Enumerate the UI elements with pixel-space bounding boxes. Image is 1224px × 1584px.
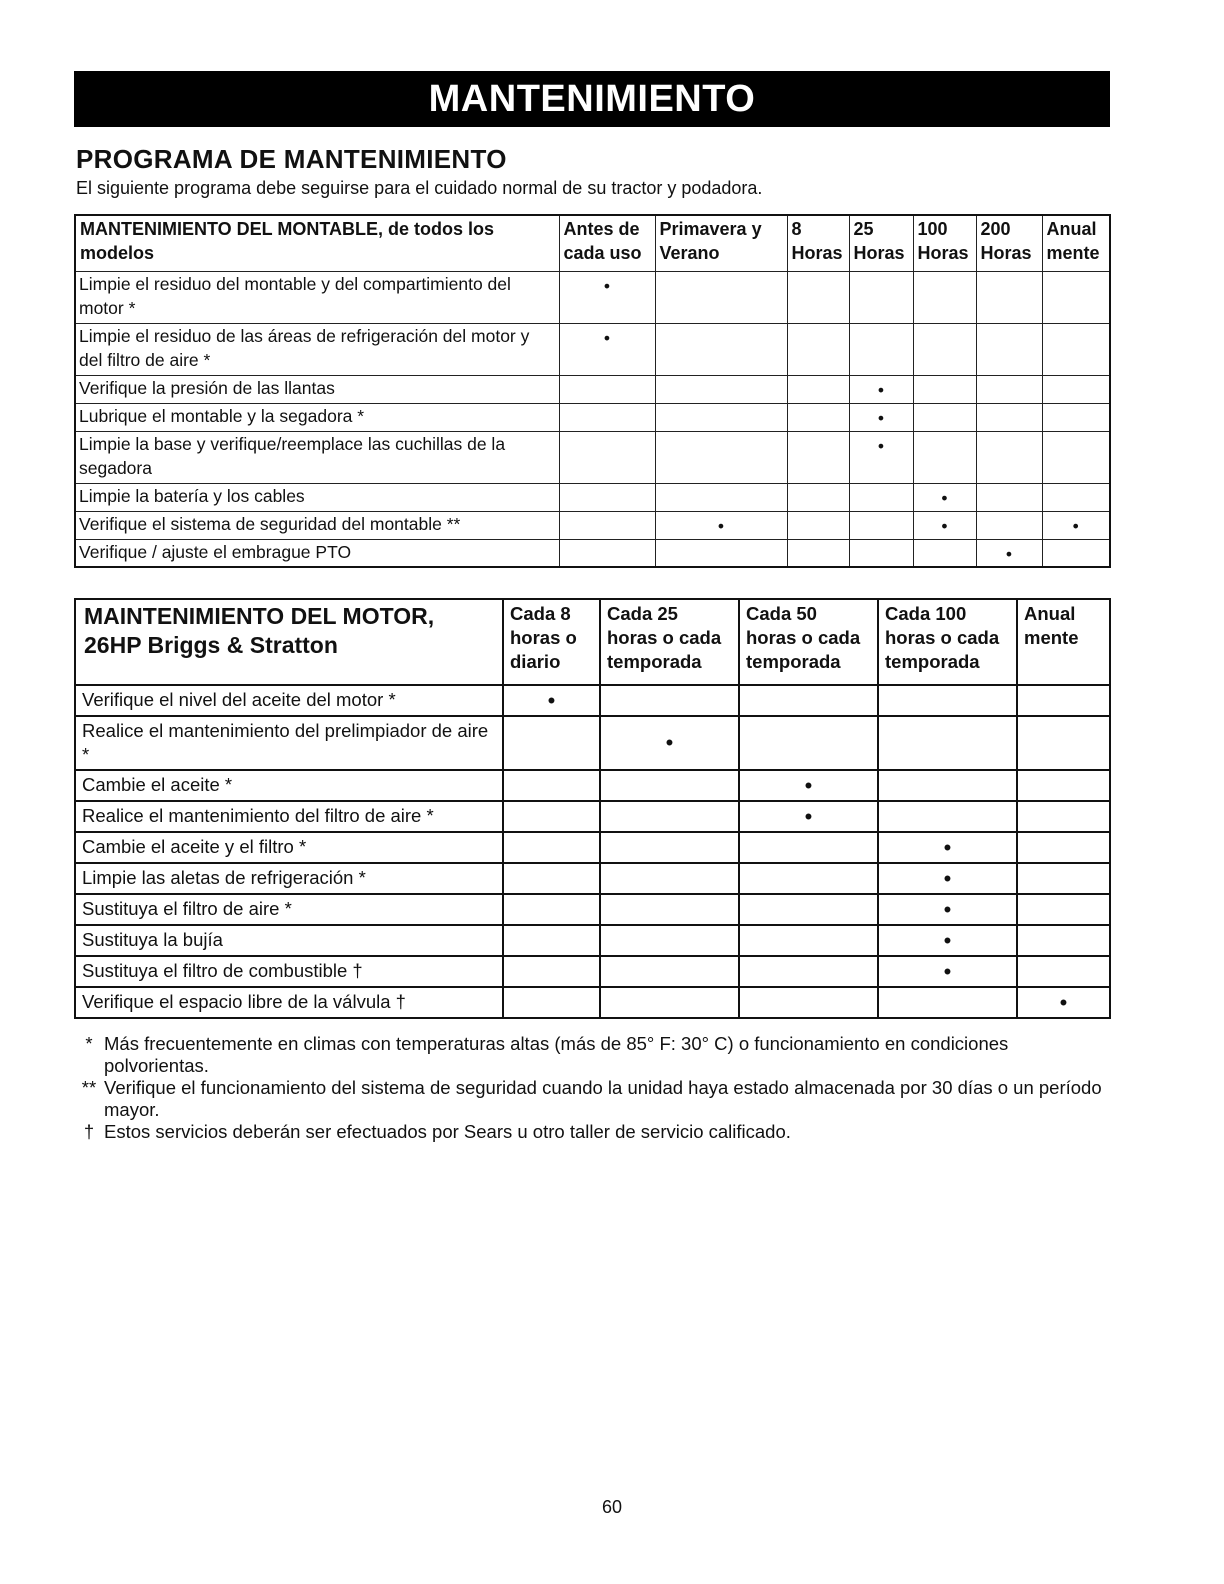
footnote-text: Más frecuentemente en climas con temperaturas altas (más de 85° F: 30° C) o funcionamiento en condiciones polvorientas. — [104, 1033, 1009, 1076]
mark-cell — [976, 431, 1042, 483]
footnote-text: Estos servicios deberán ser efectuados por Sears u otro taller de servicio calificado. — [104, 1121, 791, 1142]
table-row — [75, 483, 1110, 511]
column-header: 25 Horas — [849, 215, 913, 271]
mark-cell — [559, 431, 655, 483]
column-header: Cada 100 horas o cada temporada — [878, 599, 1017, 685]
column-header: 100 Horas — [913, 215, 976, 271]
mark-cell — [976, 483, 1042, 511]
column-header: Cada 8 horas o diario — [503, 599, 600, 685]
mark-cell — [1042, 403, 1110, 431]
mark-cell — [655, 323, 787, 375]
mark-cell — [503, 894, 600, 925]
footnote-mark: * — [85, 1033, 93, 1054]
mark-cell — [787, 511, 849, 539]
mark-cell — [878, 801, 1017, 832]
mark-cell: • — [849, 375, 913, 403]
mark-cell: • — [878, 956, 1017, 987]
mark-cell — [1042, 375, 1110, 403]
task-cell: Realice el mantenimiento del prelimpiador de aire * — [75, 716, 503, 770]
task-cell: Limpie las aletas de refrigeración * — [75, 863, 503, 894]
task-cell: Limpie la batería y los cables — [75, 483, 559, 511]
mark-cell — [849, 483, 913, 511]
mark-cell — [787, 403, 849, 431]
column-header: Cada 50 horas o cada temporada — [739, 599, 878, 685]
task-cell: Cambie el aceite * — [75, 770, 503, 801]
mark-cell — [739, 987, 878, 1018]
task-cell: Lubrique el montable y la segadora * — [75, 403, 559, 431]
footnote-text: Verifique el funcionamiento del sistema de seguridad cuando la unidad haya estado almacenada por 30 días o un período mayor. — [104, 1077, 1102, 1120]
mark-cell — [503, 956, 600, 987]
mark-cell — [849, 511, 913, 539]
table-row — [75, 271, 1110, 323]
footnote-mark: ** — [81, 1077, 97, 1098]
footnote — [74, 1121, 1114, 1143]
task-column-header: MAINTENIMIENTO DEL MOTOR, 26HP Briggs & Stratton — [75, 599, 503, 685]
task-cell: Verifique el sistema de seguridad del montable ** — [75, 511, 559, 539]
mark-cell: • — [913, 511, 976, 539]
mark-cell — [976, 375, 1042, 403]
task-cell: Sustituya el filtro de aire * — [75, 894, 503, 925]
footnote — [74, 1077, 1114, 1121]
mark-cell — [600, 770, 739, 801]
mark-cell — [559, 483, 655, 511]
footnotes — [74, 1033, 1114, 1143]
mark-cell — [600, 863, 739, 894]
mark-cell — [913, 375, 976, 403]
mark-cell — [600, 685, 739, 716]
mark-cell — [1017, 863, 1110, 894]
footnote-mark: † — [83, 1121, 95, 1142]
mark-cell: • — [913, 483, 976, 511]
mark-cell: • — [739, 770, 878, 801]
mark-cell — [503, 716, 600, 770]
task-cell: Sustituya la bujía — [75, 925, 503, 956]
mark-cell — [878, 716, 1017, 770]
mark-cell: • — [600, 716, 739, 770]
mark-cell — [1042, 271, 1110, 323]
mark-cell — [559, 403, 655, 431]
task-cell: Verifique la presión de las llantas — [75, 375, 559, 403]
task-cell: Limpie el residuo del montable y del compartimiento del motor * — [75, 271, 559, 323]
mark-cell: • — [559, 271, 655, 323]
page-banner — [74, 71, 1110, 127]
mark-cell — [849, 539, 913, 567]
table-row — [75, 511, 1110, 539]
mark-cell — [503, 863, 600, 894]
mark-cell — [739, 716, 878, 770]
mark-cell — [655, 271, 787, 323]
task-column-header: MANTENIMIENTO DEL MONTABLE, de todos los modelos — [75, 215, 559, 271]
mark-cell — [1017, 716, 1110, 770]
table-header-row — [75, 215, 1110, 271]
mark-cell — [787, 539, 849, 567]
mark-cell — [503, 801, 600, 832]
mark-cell — [739, 863, 878, 894]
table-row — [75, 431, 1110, 483]
mark-cell — [503, 987, 600, 1018]
column-header: Antes de cada uso — [559, 215, 655, 271]
mark-cell — [655, 483, 787, 511]
mark-cell — [1042, 539, 1110, 567]
mark-cell — [913, 271, 976, 323]
mark-cell — [600, 801, 739, 832]
mark-cell — [739, 925, 878, 956]
table-row — [75, 323, 1110, 375]
table-row — [75, 716, 1110, 770]
mark-cell — [787, 271, 849, 323]
table-row — [75, 403, 1110, 431]
mark-cell — [913, 431, 976, 483]
mark-cell — [878, 770, 1017, 801]
table-row — [75, 863, 1110, 894]
section-title: PROGRAMA DE MANTENIMIENTO — [76, 144, 507, 174]
mark-cell: • — [655, 511, 787, 539]
task-cell: Limpie el residuo de las áreas de refrigeración del motor y del filtro de aire * — [75, 323, 559, 375]
mark-cell — [559, 539, 655, 567]
mark-cell — [913, 323, 976, 375]
mark-cell: • — [503, 685, 600, 716]
mark-cell: • — [878, 863, 1017, 894]
table-row — [75, 925, 1110, 956]
mark-cell — [503, 832, 600, 863]
column-header: 200 Horas — [976, 215, 1042, 271]
mark-cell — [976, 403, 1042, 431]
mark-cell — [878, 987, 1017, 1018]
mark-cell — [1042, 323, 1110, 375]
mark-cell: • — [559, 323, 655, 375]
mark-cell — [787, 431, 849, 483]
mark-cell: • — [878, 925, 1017, 956]
mark-cell — [976, 271, 1042, 323]
table-row — [75, 987, 1110, 1018]
mark-cell — [1042, 483, 1110, 511]
mark-cell — [559, 375, 655, 403]
table-row — [75, 539, 1110, 567]
engine-maintenance-table — [74, 598, 1111, 1019]
mark-cell — [878, 685, 1017, 716]
table-row — [75, 770, 1110, 801]
mark-cell — [600, 894, 739, 925]
mark-cell — [976, 323, 1042, 375]
mark-cell — [739, 956, 878, 987]
mark-cell — [559, 511, 655, 539]
mark-cell — [787, 323, 849, 375]
mark-cell — [503, 925, 600, 956]
task-cell: Verifique / ajuste el embrague PTO — [75, 539, 559, 567]
mark-cell — [1017, 956, 1110, 987]
mark-cell: • — [976, 539, 1042, 567]
task-cell: Limpie la base y verifique/reemplace las cuchillas de la segadora — [75, 431, 559, 483]
mark-cell — [655, 403, 787, 431]
mark-cell — [1017, 801, 1110, 832]
column-header: 8 Horas — [787, 215, 849, 271]
mark-cell — [1042, 431, 1110, 483]
table-row — [75, 956, 1110, 987]
mark-cell: • — [1017, 987, 1110, 1018]
column-header: Anual mente — [1017, 599, 1110, 685]
mark-cell — [849, 323, 913, 375]
footnote — [74, 1033, 1114, 1077]
mark-cell — [739, 832, 878, 863]
mark-cell — [1017, 770, 1110, 801]
mark-cell: • — [849, 431, 913, 483]
column-header: Cada 25 horas o cada temporada — [600, 599, 739, 685]
mark-cell — [600, 987, 739, 1018]
mark-cell: • — [1042, 511, 1110, 539]
task-cell: Sustituya el filtro de combustible † — [75, 956, 503, 987]
mark-cell — [600, 956, 739, 987]
tractor-maintenance-table — [74, 214, 1111, 568]
column-header: Anual mente — [1042, 215, 1110, 271]
mark-cell — [849, 271, 913, 323]
mark-cell — [1017, 894, 1110, 925]
mark-cell: • — [849, 403, 913, 431]
mark-cell — [976, 511, 1042, 539]
mark-cell — [1017, 685, 1110, 716]
mark-cell: • — [878, 894, 1017, 925]
mark-cell — [600, 832, 739, 863]
table-row — [75, 832, 1110, 863]
mark-cell: • — [878, 832, 1017, 863]
mark-cell — [739, 685, 878, 716]
mark-cell — [739, 894, 878, 925]
mark-cell — [1017, 832, 1110, 863]
intro-text: El siguiente programa debe seguirse para el cuidado normal de su tractor y podadora. — [76, 178, 763, 198]
column-header: Primavera y Verano — [655, 215, 787, 271]
mark-cell: • — [739, 801, 878, 832]
mark-cell — [503, 770, 600, 801]
mark-cell — [655, 431, 787, 483]
task-cell: Realice el mantenimiento del filtro de aire * — [75, 801, 503, 832]
mark-cell — [1017, 925, 1110, 956]
mark-cell — [913, 403, 976, 431]
table-header-row — [75, 599, 1110, 685]
mark-cell — [787, 375, 849, 403]
table-row — [75, 685, 1110, 716]
task-cell: Cambie el aceite y el filtro * — [75, 832, 503, 863]
mark-cell — [787, 483, 849, 511]
banner-title: MANTENIMIENTO — [428, 77, 756, 120]
task-cell: Verifique el espacio libre de la válvula † — [75, 987, 503, 1018]
mark-cell — [600, 925, 739, 956]
mark-cell — [913, 539, 976, 567]
table-row — [75, 375, 1110, 403]
task-cell: Verifique el nivel del aceite del motor * — [75, 685, 503, 716]
mark-cell — [655, 375, 787, 403]
table-row — [75, 894, 1110, 925]
mark-cell — [655, 539, 787, 567]
page-number: 60 — [601, 1497, 623, 1517]
table-row — [75, 801, 1110, 832]
